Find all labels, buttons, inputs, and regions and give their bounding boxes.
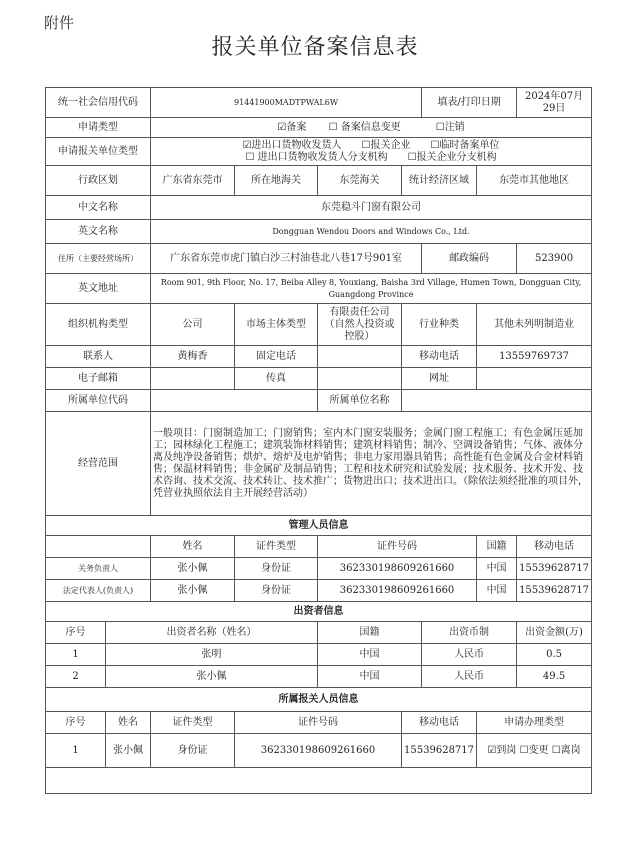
email-label: 电子邮箱 xyxy=(46,368,151,390)
manager-name: 张小佩 xyxy=(151,558,235,580)
manager-nationality: 中国 xyxy=(477,580,517,602)
apply-type-cancel-checkbox[interactable]: ☐注销 xyxy=(435,121,465,133)
market-type-value: 有限责任公司（自然人投资或控股） xyxy=(318,304,402,346)
manager-name: 张小佩 xyxy=(151,580,235,602)
en-address-label: 英文地址 xyxy=(46,274,151,304)
contact-label: 联系人 xyxy=(46,346,151,368)
region-label: 行政区划 xyxy=(46,166,151,196)
apply-type-filing-checkbox[interactable]: ☑备案 xyxy=(277,121,307,133)
investor-nationality: 中国 xyxy=(318,666,422,688)
mobile-value: 13559769737 xyxy=(477,346,592,368)
fax-label: 传真 xyxy=(235,368,318,390)
apply-type-options xyxy=(151,118,592,138)
manager-role: 关务负责人 xyxy=(46,558,151,580)
en-name-value: Dongguan Wendou Doors and Windows Co., Ltd. xyxy=(151,220,592,244)
org-type-label: 组织机构类型 xyxy=(46,304,151,346)
customs-value: 东莞海关 xyxy=(318,166,402,196)
table-row xyxy=(46,580,592,602)
unit-type-options-line1[interactable]: ☑进出口货物收发货人 ☐报关企业 ☐临时备案单位 xyxy=(242,139,500,151)
broker-id-type: 身份证 xyxy=(151,734,235,768)
investor-no: 2 xyxy=(46,666,106,688)
investor-amount: 49.5 xyxy=(517,666,592,688)
managers-col-id-type: 证件类型 xyxy=(235,536,318,558)
broker-name: 张小佩 xyxy=(106,734,151,768)
investors-section-title: 出资者信息 xyxy=(46,602,592,622)
brokers-col-apply: 申请办理类型 xyxy=(477,712,592,734)
investor-name: 张明 xyxy=(106,644,318,666)
brokers-col-name: 姓名 xyxy=(106,712,151,734)
investors-col-nationality: 国籍 xyxy=(318,622,422,644)
fill-date-value: 2024年07月29日 xyxy=(517,88,592,118)
en-address-value: Room 901, 9th Floor, No. 17, Beiba Alley 8, Youxiang, Baisha 3rd Village, Humen Town, Dongguan City, Guangdong Province xyxy=(151,274,592,304)
email-value xyxy=(151,368,235,390)
manager-id-type: 身份证 xyxy=(235,580,318,602)
broker-apply-type[interactable]: ☑到岗 ☐变更 ☐离岗 xyxy=(477,734,592,768)
managers-section-row xyxy=(46,516,592,536)
parent-code-label: 所属单位代码 xyxy=(46,390,151,412)
brokers-col-no: 序号 xyxy=(46,712,106,734)
table-row xyxy=(46,666,592,688)
investors-header-row xyxy=(46,622,592,644)
email-row xyxy=(46,368,592,390)
managers-col-nationality: 国籍 xyxy=(477,536,517,558)
parent-code-value xyxy=(151,390,318,412)
fax-value xyxy=(318,368,402,390)
scope-value: 一般项目：门窗制造加工；门窗销售；室内木门窗安装服务；金属门窗工程施工；有色金属压延加工；园林绿化工程施工；建筑装饰材料销售；建筑材料销售；制冷、空调设备销售；气体、液体分离及纯净设备销售；烘炉、熔炉及电炉销售；非电力家用器具销售；高性能有色金属及合金材料销售；保温材料销售；非金属矿及制品销售；工程和技术研究和试验发展；技术服务、技术开发、技术咨询、技术交流、技术转让、技术推广；货物进出口；技术进出口。（除依法须经批准的项目外，凭营业执照依法自主开展经营活动） xyxy=(151,412,592,516)
postcode-label: 邮政编码 xyxy=(422,244,517,274)
address-value: 广东省东莞市虎门镇白沙三村油巷北八巷17号901室 xyxy=(151,244,422,274)
manager-id-no: 362330198609261660 xyxy=(318,580,477,602)
mobile-label: 移动电话 xyxy=(402,346,477,368)
unit-type-options-line2[interactable]: ☐ 进出口货物收发货人分支机构 ☐报关企业分支机构 xyxy=(245,151,497,163)
manager-id-no: 362330198609261660 xyxy=(318,558,477,580)
unit-type-row xyxy=(46,138,592,166)
apply-type-change-checkbox[interactable]: ☐ 备案信息变更 xyxy=(328,121,401,133)
scope-label: 经营范围 xyxy=(46,412,151,516)
managers-section-title: 管理人员信息 xyxy=(46,516,592,536)
managers-col-mobile: 移动电话 xyxy=(517,536,592,558)
econ-zone-value: 东莞市其他地区 xyxy=(477,166,592,196)
brokers-section-title: 所属报关人员信息 xyxy=(46,688,592,712)
postcode-value: 523900 xyxy=(517,244,592,274)
customs-label: 所在地海关 xyxy=(235,166,318,196)
manager-mobile: 15539628717 xyxy=(517,580,592,602)
brokers-col-id-no: 证件号码 xyxy=(235,712,402,734)
managers-col-id-no: 证件号码 xyxy=(318,536,477,558)
phone-value xyxy=(318,346,402,368)
address-label: 住所（主要经营场所） xyxy=(46,244,151,274)
apply-type-row xyxy=(46,118,592,138)
managers-header-row xyxy=(46,536,592,558)
econ-zone-label: 统计经济区域 xyxy=(402,166,477,196)
scope-row xyxy=(46,412,592,516)
brokers-header-row xyxy=(46,712,592,734)
parent-name-value xyxy=(402,390,592,412)
parent-name-label: 所属单位名称 xyxy=(318,390,402,412)
manager-role: 法定代表人(负责人) xyxy=(46,580,151,602)
table-row xyxy=(46,734,592,768)
investor-nationality: 中国 xyxy=(318,644,422,666)
address-row xyxy=(46,244,592,274)
phone-label: 固定电话 xyxy=(235,346,318,368)
credit-code-label: 统一社会信用代码 xyxy=(46,88,151,118)
region-value: 广东省东莞市 xyxy=(151,166,235,196)
region-row xyxy=(46,166,592,196)
investor-currency: 人民币 xyxy=(422,644,517,666)
brokers-col-id-type: 证件类型 xyxy=(151,712,235,734)
website-label: 网址 xyxy=(402,368,477,390)
cn-name-row xyxy=(46,196,592,220)
investors-col-no: 序号 xyxy=(46,622,106,644)
industry-value: 其他未列明制造业 xyxy=(477,304,592,346)
broker-mobile: 15539628717 xyxy=(402,734,477,768)
org-type-row xyxy=(46,304,592,346)
manager-nationality: 中国 xyxy=(477,558,517,580)
managers-col-name: 姓名 xyxy=(151,536,235,558)
credit-code-value: 91441900MADTPWAL6W xyxy=(151,88,422,118)
broker-no: 1 xyxy=(46,734,106,768)
broker-id-no: 362330198609261660 xyxy=(235,734,402,768)
cn-name-label: 中文名称 xyxy=(46,196,151,220)
cn-name-value: 东莞稳斗门窗有限公司 xyxy=(151,196,592,220)
website-value xyxy=(477,368,592,390)
managers-header-blank xyxy=(46,536,151,558)
table-row xyxy=(46,644,592,666)
page-title: 报关单位备案信息表 xyxy=(211,35,419,60)
fill-date-label: 填表/打印日期 xyxy=(422,88,517,118)
brokers-col-mobile: 移动电话 xyxy=(402,712,477,734)
trailing-blank-row xyxy=(46,768,592,794)
investors-col-name: 出资者名称（姓名） xyxy=(106,622,318,644)
investor-amount: 0.5 xyxy=(517,644,592,666)
investors-section-row xyxy=(46,602,592,622)
trailing-blank-cell xyxy=(46,768,592,794)
industry-label: 行业种类 xyxy=(402,304,477,346)
en-name-row xyxy=(46,220,592,244)
investor-currency: 人民币 xyxy=(422,666,517,688)
contact-row xyxy=(46,346,592,368)
unit-type-label: 申请报关单位类型 xyxy=(46,138,151,166)
investor-no: 1 xyxy=(46,644,106,666)
manager-id-type: 身份证 xyxy=(235,558,318,580)
market-type-label: 市场主体类型 xyxy=(235,304,318,346)
registration-table xyxy=(45,87,592,794)
unit-type-options xyxy=(151,138,592,166)
table-row xyxy=(46,558,592,580)
en-address-row xyxy=(46,274,592,304)
attachment-label: 附件 xyxy=(44,14,75,32)
en-name-label: 英文名称 xyxy=(46,220,151,244)
parent-unit-row xyxy=(46,390,592,412)
org-type-value: 公司 xyxy=(151,304,235,346)
manager-mobile: 15539628717 xyxy=(517,558,592,580)
contact-value: 黄梅香 xyxy=(151,346,235,368)
apply-type-label: 申请类型 xyxy=(46,118,151,138)
credit-code-row xyxy=(46,88,592,118)
brokers-section-row xyxy=(46,688,592,712)
investor-name: 张小佩 xyxy=(106,666,318,688)
investors-col-amount: 出资金额(万) xyxy=(517,622,592,644)
investors-col-currency: 出资币制 xyxy=(422,622,517,644)
